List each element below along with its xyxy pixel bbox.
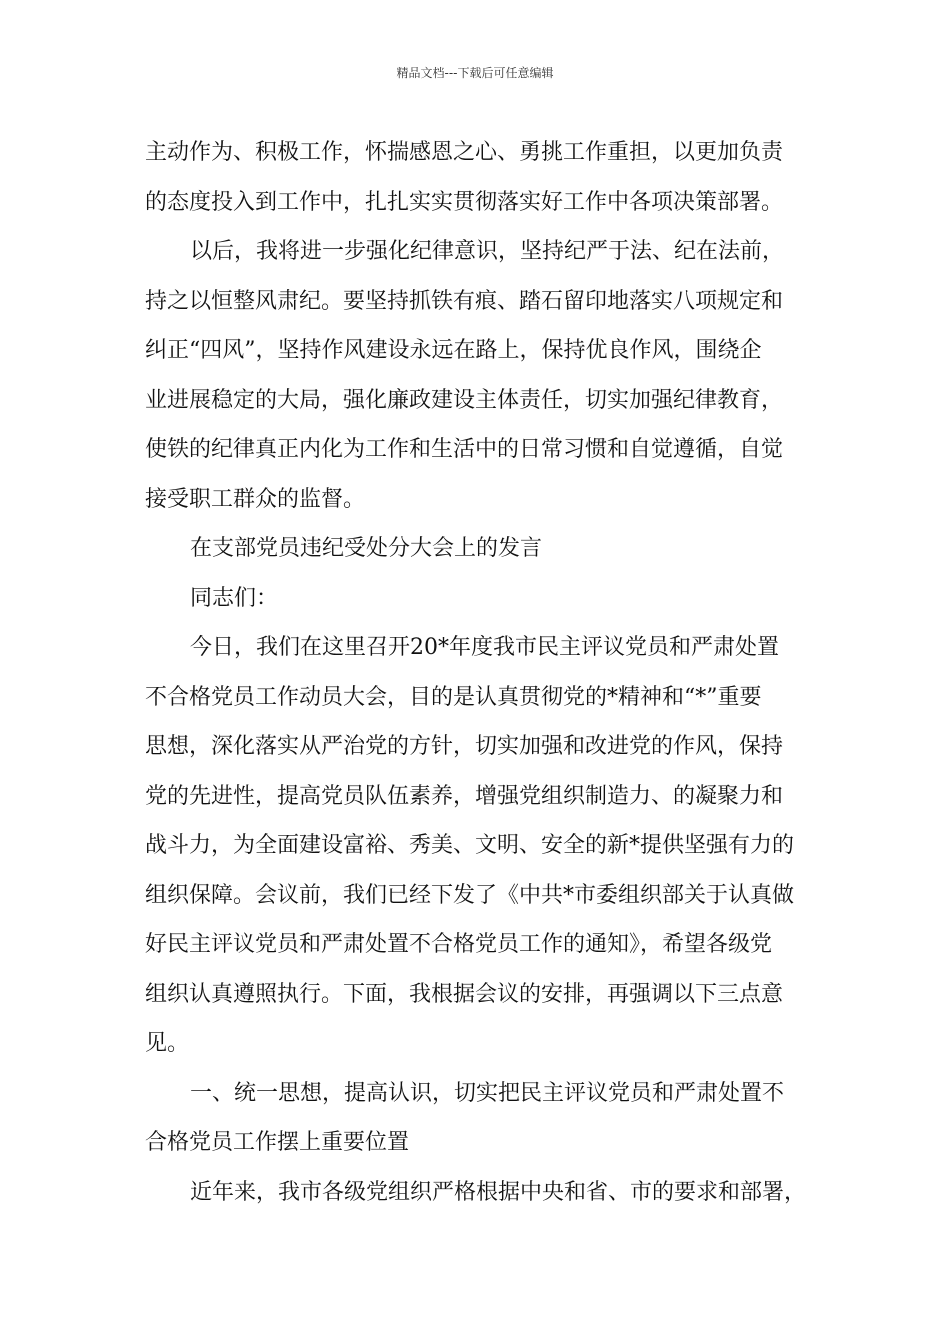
text-line: 好民主评议党员和严肃处置不合格党员工作的通知》，希望各级党 <box>145 932 773 957</box>
text-line: 以后，我将进一步强化纪律意识，坚持纪严于法、纪在法前， <box>190 239 785 264</box>
document-body <box>145 128 825 1217</box>
salutation: 同志们： <box>190 585 279 611</box>
text-line: 思想，深化落实从严治党的方针，切实加强和改进党的作风，保持 <box>145 734 784 759</box>
text-line: 的态度投入到工作中，扎扎实实贯彻落实好工作中各项决策部署。 <box>145 189 784 215</box>
text-line: 持之以恒整风肃纪。要坚持抓铁有痕、踏石留印地落实八项规定和 <box>145 288 784 314</box>
text-line: 今日，我们在这里召开20*年度我市民主评议党员和严肃处置 <box>190 635 779 660</box>
text-line: 党的先进性，提高党员队伍素养，增强党组织制造力、的凝聚力和 <box>145 783 784 809</box>
text-line: 组织保障。会议前，我们已经下发了《中共*市委组织部关于认真做 <box>145 882 795 908</box>
section-title: 在支部党员违纪受处分大会上的发言 <box>190 536 543 561</box>
text-line: 不合格党员工作动员大会，目的是认真贯彻党的*精神和“*”重要 <box>145 684 762 710</box>
page-header: 精品文档---下载后可任意编辑 <box>396 66 554 80</box>
text-line: 业进展稳定的大局，强化廉政建设主体责任，切实加强纪律教育， <box>145 387 784 413</box>
text-line: 接受职工群众的监督。 <box>145 486 366 512</box>
text-line: 主动作为、积极工作，怀揣感恩之心、勇挑工作重担，以更加负责 <box>145 140 784 165</box>
section-heading: 一、统一思想，提高认识，切实把民主评议党员和严肃处置不 <box>190 1080 785 1106</box>
text-line: 纠正“四风”，坚持作风建设永远在路上，保持优良作风，围绕企 <box>145 338 762 363</box>
text-line: 近年来，我市各级党组织严格根据中央和省、市的要求和部署， <box>190 1179 807 1205</box>
text-line: 见。 <box>145 1031 190 1056</box>
text-line: 使铁的纪律真正内化为工作和生活中的日常习惯和自觉遵循，自觉 <box>145 437 784 462</box>
text-line: 组织认真遵照执行。下面，我根据会议的安排，再强调以下三点意 <box>145 981 784 1007</box>
text-line: 战斗力，为全面建设富裕、秀美、文明、安全的新*提供坚强有力的 <box>145 833 795 858</box>
section-heading-continued: 合格党员工作摆上重要位置 <box>145 1130 410 1155</box>
